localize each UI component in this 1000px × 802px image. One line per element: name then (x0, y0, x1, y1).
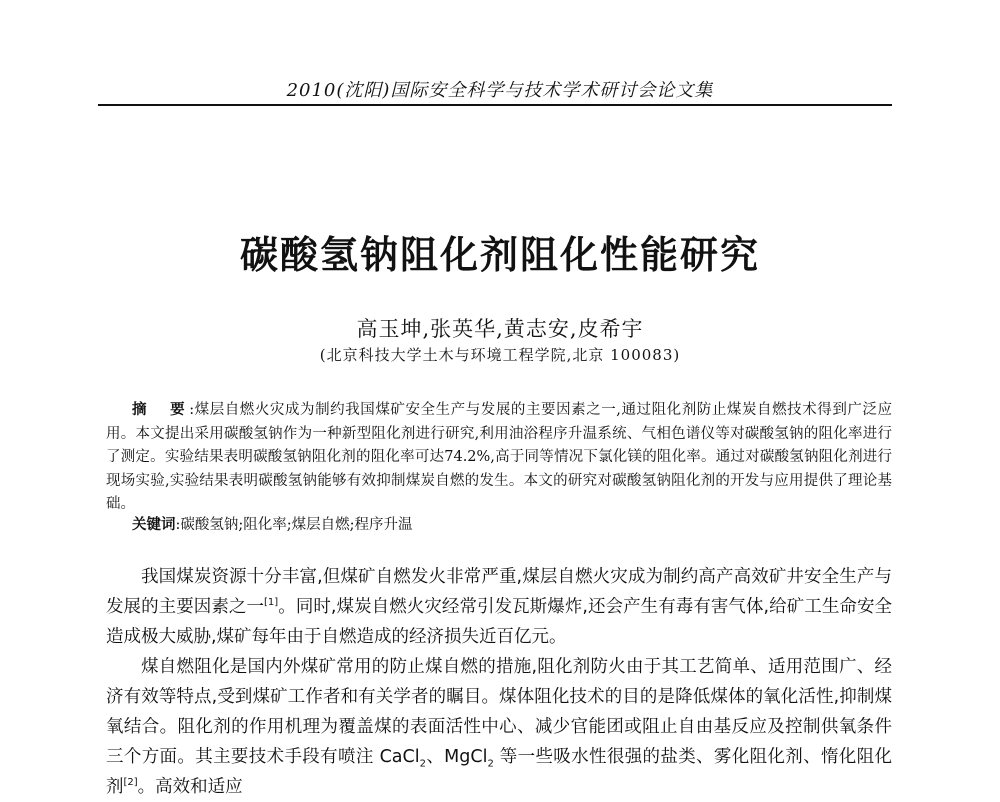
p2-text-c: 等一些吸水性很强的盐类、雾化阻化剂、惰化阻化剂 (106, 747, 892, 797)
subscript-2: 2 (487, 758, 494, 770)
running-header: 2010(沈阳)国际安全科学与技术学术研讨会论文集 (286, 80, 714, 101)
abstract (106, 398, 892, 517)
body-paragraph-2 (106, 652, 892, 802)
citation-2: [2] (123, 777, 138, 789)
p1-text-b: 。同时,煤炭自燃火灾经常引发瓦斯爆炸,还会产生有毒有害气体,给矿工生命安全造成极大威胁,煤矿每年由于自燃造成的经济损失近百亿元。 (106, 597, 893, 647)
affiliation: (北京科技大学土木与环境工程学院,北京 100083) (319, 346, 681, 364)
citation-1: [1] (264, 597, 279, 609)
p2-text-d: 。高效和适应 (137, 777, 243, 797)
authors: 高玉坤,张英华,黄志安,皮希宇 (356, 317, 644, 341)
keywords-text: :碳酸氢钠;阻化率;煤层自燃;程序升温 (175, 517, 413, 533)
paper-title: 碳酸氢钠阻化剂阻化性能研究 (239, 232, 760, 277)
body-paragraph-1 (106, 562, 892, 652)
header-rule (98, 104, 892, 106)
abstract-label: 摘 要 (132, 401, 190, 418)
keywords-label: 关键词 (132, 516, 176, 533)
p1-text-a: 我国煤炭资源十分丰富,但煤矿自燃发火非常严重,煤层自燃火灾成为制约高产高效矿井安全生产与发展的主要因素之一 (106, 567, 892, 617)
p2-text-a: 煤自燃阻化是国内外煤矿常用的防止煤自燃的措施,阻化剂防火由于其工艺简单、适用范围广、经济有效等特点,受到煤矿工作者和有关学者的瞩目。煤体阻化技术的目的是降低煤体的氧化活性,抑制煤氧结合。阻化剂的作用机理为覆盖煤的表面活性中心、减少官能团或阻止自由基反应及控制供氧条件三个方面。其主要技术手段有喷注 CaCl (106, 657, 892, 767)
abstract-text: :煤层自燃火灾成为制约我国煤矿安全生产与发展的主要因素之一,通过阻化剂防止煤炭自燃技术得到广泛应用。本文提出采用碳酸氢钠作为一种新型阻化剂进行研究,利用油浴程序升温系统、气相色谱仪等对碳酸氢钠的阻化率进行了测定。实验结果表明碳酸氢钠阻化剂的阻化率可达74.2%,高于同等情况下氯化镁的阻化率。通过对碳酸氢钠阻化剂进行现场实验,实验结果表明碳酸氢钠能够有效抑制煤炭自燃的发生。本文的研究对碳酸氢钠阻化剂的开发与应用提供了理论基础。 (106, 402, 892, 512)
subscript-1: 2 (419, 758, 426, 770)
body-text (106, 562, 892, 802)
keywords (132, 514, 892, 536)
p2-text-b: 、MgCl (425, 747, 488, 767)
